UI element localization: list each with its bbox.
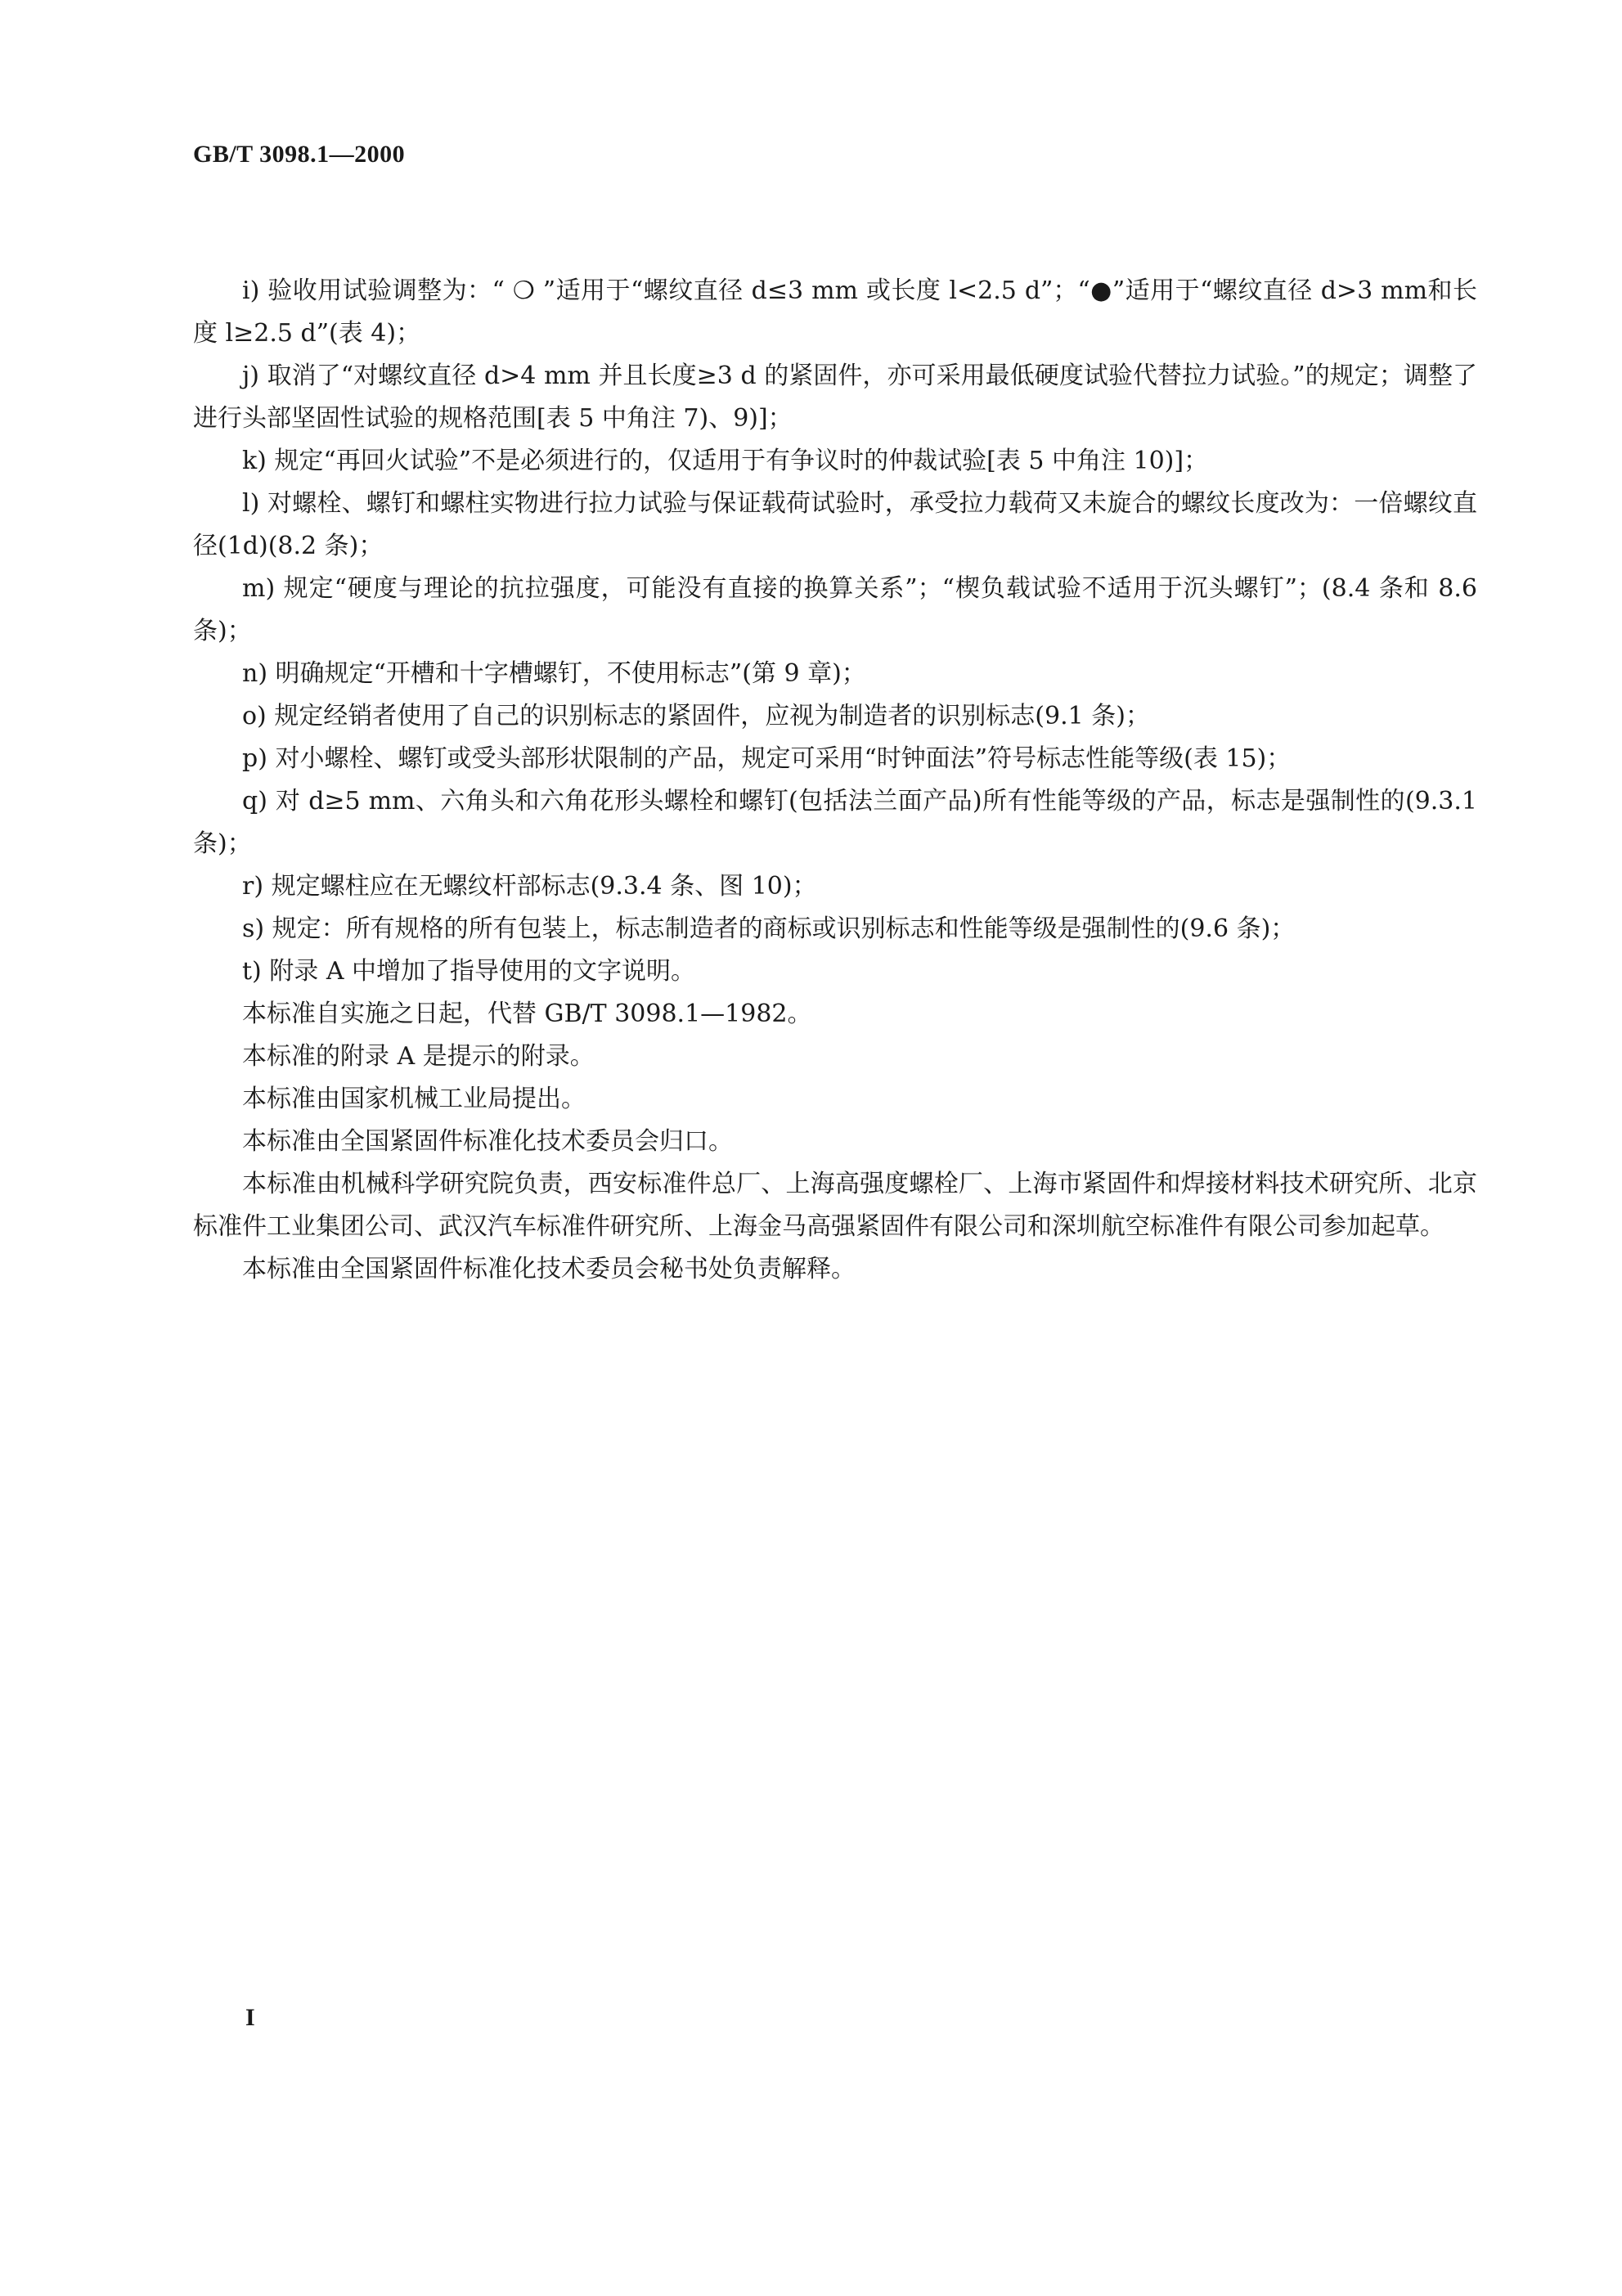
list-item-t: t) 附录 A 中增加了指导使用的文字说明。 — [242, 957, 696, 986]
administration-statement: 本标准由全国紧固件标准化技术委员会归口。 — [242, 1127, 733, 1156]
list-item-l: l) 对螺栓、螺钉和螺柱实物进行拉力试验与保证载荷试验时，承受拉力载荷又未旋合的螺纹长度改为：一倍螺纹直径(1d)(8.2 条)； — [193, 489, 1477, 560]
drafters-statement: 本标准由机械科学研究院负责，西安标准件总厂、上海高强度螺栓厂、上海市紧固件和焊接材料技术研究所、北京标准件工业集团公司、武汉汽车标准件研究所、上海金马高强紧固件有限公司和深圳航空标准件有限公司参加起草。 — [193, 1170, 1477, 1241]
list-item-r: r) 规定螺柱应在无螺纹杆部标志(9.3.4 条、图 10)； — [242, 872, 817, 901]
proposer-statement: 本标准由国家机械工业局提出。 — [242, 1085, 586, 1113]
list-item-k: k) 规定“再回火试验”不是必须进行的，仅适用于有争议时的仲裁试验[表 5 中角注 10)]； — [242, 447, 1209, 475]
list-item-j: j) 取消了“对螺纹直径 d>4 mm 并且长度≥3 d 的紧固件，亦可采用最低硬度试验代替拉力试验。”的规定；调整了进行头部坚固性试验的规格范围[表 5 中角注 7)、9)]； — [193, 362, 1477, 433]
list-item-i: i) 验收用试验调整为：“ ❍ ”适用于“螺纹直径 d≤3 mm 或长度 l<2.5 d”；“●”适用于“螺纹直径 d>3 mm和长度 l≥2.5 d”(表 4)； — [193, 276, 1477, 348]
standard-code-header: GB/T 3098.1—2000 — [193, 141, 406, 168]
appendix-statement: 本标准的附录 A 是提示的附录。 — [242, 1042, 595, 1071]
page-number: I — [245, 2004, 255, 2031]
list-item-q: q) 对 d≥5 mm、六角头和六角花形头螺栓和螺钉(包括法兰面产品)所有性能等级的产品，标志是强制性的(9.3.1 条)； — [193, 787, 1477, 858]
list-item-n: n) 明确规定“开槽和十字槽螺钉，不使用标志”(第 9 章)； — [242, 659, 866, 688]
list-item-o: o) 规定经销者使用了自己的识别标志的紧固件，应视为制造者的识别标志(9.1 条)； — [242, 702, 1150, 730]
list-item-s: s) 规定：所有规格的所有包装上，标志制造者的商标或识别标志和性能等级是强制性的(9.6 条)； — [242, 914, 1296, 943]
list-item-m: m) 规定“硬度与理论的抗拉强度，可能没有直接的换算关系”；“楔负载试验不适用于沉头螺钉”；(8.4 条和 8.6 条)； — [193, 574, 1477, 645]
replacement-statement: 本标准自实施之日起，代替 GB/T 3098.1—1982。 — [242, 1000, 812, 1028]
interpretation-statement: 本标准由全国紧固件标准化技术委员会秘书处负责解释。 — [242, 1255, 856, 1283]
document-body — [193, 270, 1477, 1291]
list-item-p: p) 对小螺栓、螺钉或受头部形状限制的产品，规定可采用“时钟面法”符号标志性能等级(表 15)； — [242, 744, 1292, 773]
